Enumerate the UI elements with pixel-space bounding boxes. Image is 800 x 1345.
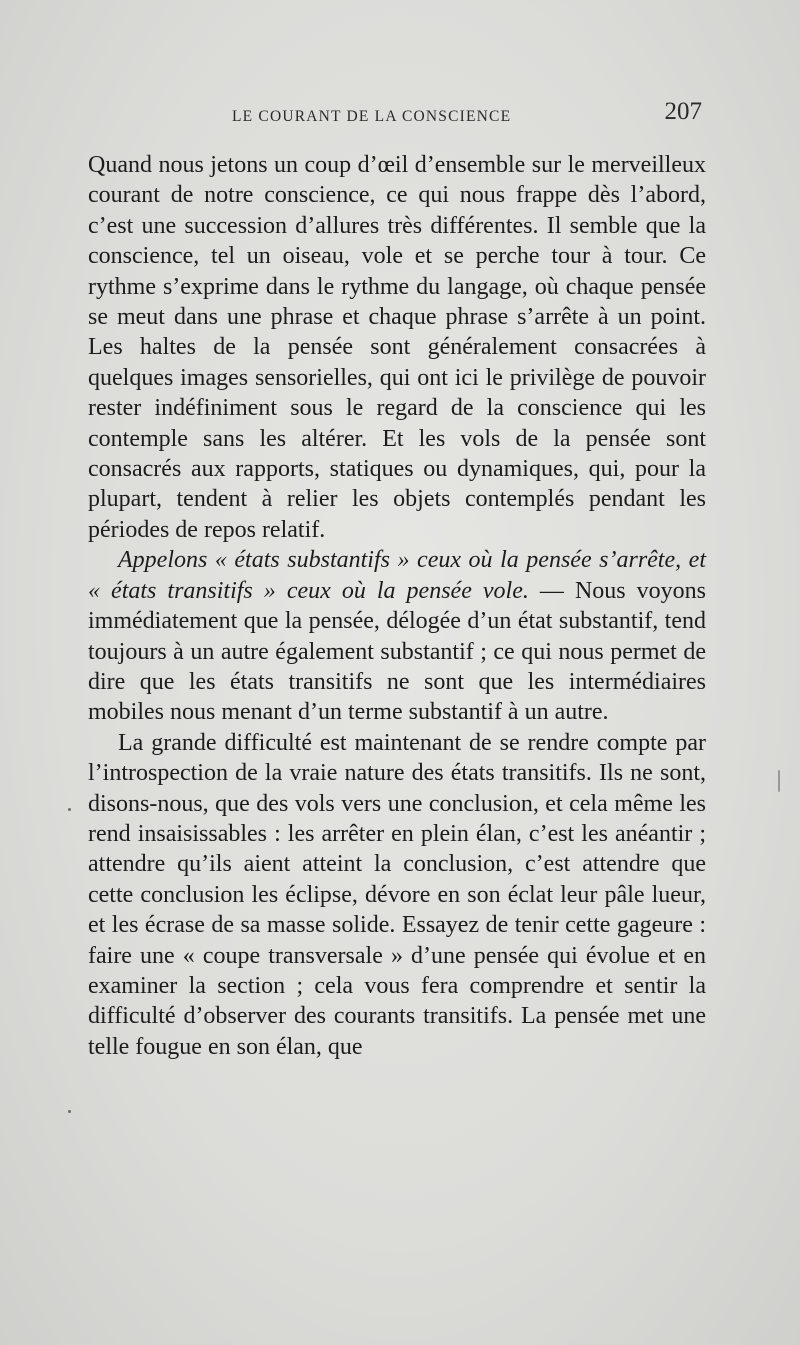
page-number: 207: [664, 98, 702, 125]
paragraph-2: [88, 545, 706, 727]
paragraph-2-italic-definition: Appelons « états substantifs » ceux où la pensée s’arrête, et « états transitifs » ceux où la pensée vole.: [88, 547, 706, 604]
paragraph-1: [88, 150, 706, 545]
paragraph-3-text: La grande difficulté est maintenant de se rendre compte par l’introspection de la vraie nature des états transitifs. Ils ne sont, disons-nous, que des vols vers une conclusion, et cela même les rend insaisissables : les arrêter en plein élan, c’est les anéantir ; attendre qu’ils aient atteint la conclusion, c’est attendre que cette conclusion les éclipse, dévore en son éclat leur pâle lueur, et les écrase de sa masse solide. Essayez de tenir cette gageure : faire une « coupe transversale » d’une pensée qui évolue et en examiner la section ; cela vous fera comprendre et sentir la difficulté d’observer des courants transitifs. La pensée met une telle fougue en son élan, que: [88, 729, 706, 1060]
paragraph-2-text: — Nous voyons immédiatement que la pensée, délogée d’un état substantif, tend toujours à un autre également substantif ; ce qui nous permet de dire que les états transitifs ne sont que les intermédiaires mobiles nous menant d’un terme substantif à un autre.: [88, 577, 706, 726]
paragraph-3: [88, 728, 706, 1062]
body-text: [88, 150, 706, 1062]
running-title: LE COURANT DE LA CONSCIENCE: [232, 108, 512, 125]
paper-speck: [68, 1110, 71, 1113]
paper-speck: [68, 808, 71, 811]
paragraph-1-text: Quand nous jetons un coup d’œil d’ensemble sur le merveilleux courant de notre conscience, ce qui nous frappe dès l’abord, c’est une succession d’allures très différentes. Il semble que la conscience, tel un oiseau, vole et se perche tour à tour. Ce rythme s’exprime dans le rythme du langage, où chaque pensée se meut dans une phrase et chaque phrase s’arrête à un point. Les haltes de la pensée sont généralement consacrées à quelques images sensorielles, qui ont ici le privilège de pouvoir rester indéfiniment sous le regard de la conscience qui les contemple sans les altérer. Et les vols de la pensée sont consacrés aux rapports, statiques ou dynamiques, qui, pour la plupart, tendent à relier les objets contemplés pendant les périodes de repos relatif.: [88, 152, 706, 543]
paper-speck: [778, 770, 780, 792]
